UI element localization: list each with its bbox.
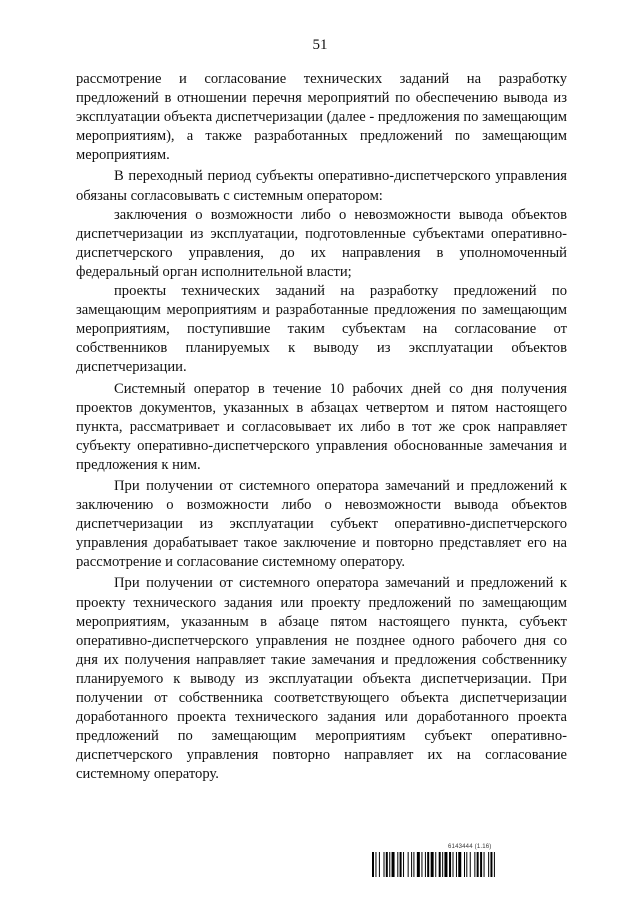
- barcode-bar: [456, 852, 457, 877]
- barcode-bar: [392, 852, 395, 877]
- barcode-bar: [425, 852, 426, 877]
- barcode-bar: [470, 852, 471, 877]
- barcode-bar: [389, 852, 390, 877]
- paragraph: Системный оператор в течение 10 рабочих дней со дня получения проектов документов, указанных в абзацах четвертом и пятом настоящего пункта, рассматривает и согласовывает их либо в тот же срок направляет субъекту оперативно-диспетчерского управления обоснованные замечания и предложения к ним.: [76, 380, 567, 473]
- barcode-bar: [477, 852, 479, 877]
- barcode-bar: [453, 852, 454, 877]
- barcode-bar: [386, 852, 388, 877]
- barcode-bar: [449, 852, 451, 877]
- barcode-bar: [379, 852, 380, 877]
- barcode-bar: [421, 852, 422, 877]
- barcode-bar: [403, 852, 404, 877]
- paragraph: При получении от системного оператора замечаний и предложений к заключению о возможности либо о невозможности вывода объектов диспетчеризации из эксплуатации субъект оперативно-диспетчерского управления дорабатывает такое заключение и повторно представляет его на рассмотрение и согласование системному оператору.: [76, 477, 567, 571]
- barcode-bar: [466, 852, 467, 877]
- barcode-bar: [435, 852, 436, 877]
- paragraph: проекты технических заданий на разработку предложений по замещающим мероприятиям и разработанные предложения по замещающим мероприятиям, поступившие таким субъектам на согласование от собственников планируемых к выводу из эксплуатации объектов диспетчеризации.: [76, 283, 567, 376]
- barcode-bar: [417, 852, 420, 877]
- paragraph: В переходный период субъекты оперативно-диспетчерского управления обязаны согласовывать с системным оператором:: [76, 168, 567, 204]
- barcode-bar: [464, 852, 465, 877]
- barcode-bar: [444, 852, 447, 877]
- barcode-label: 6143444 (1.16): [448, 844, 492, 850]
- barcode-bar: [408, 852, 409, 877]
- barcode-bar: [442, 852, 443, 877]
- barcode-bar: [375, 852, 376, 877]
- barcode-bar: [439, 852, 441, 877]
- barcode-bar: [458, 852, 461, 877]
- barcode-bar: [384, 852, 385, 877]
- body-text: [76, 70, 567, 784]
- barcode-bar: [484, 852, 485, 877]
- barcode-bar: [480, 852, 482, 877]
- barcode-bar: [488, 852, 489, 877]
- barcode-bar: [427, 852, 429, 877]
- paragraph: При получении от системного оператора замечаний и предложений к проекту технического задания или проекту предложений по замещающим мероприятиям, указанным в абзаце пятом настоящего пункта, субъект оперативно-диспетчерского управления не позднее одного рабочего дня со дня их получения направляет такие замечания и предложения собственнику планируемого к выводу из эксплуатации объекта диспетчеризации. При получении от собственника соответствующего объекта диспетчеризации доработанного проекта технического задания или доработанного проекта предложений по замещающим мероприятиям субъект оперативно-диспетчерского управления повторно направляет их на согласование системному оператору.: [76, 575, 567, 783]
- barcode-bar: [494, 852, 495, 877]
- barcode-bar: [474, 852, 475, 877]
- barcode: [372, 852, 578, 877]
- barcode-bar: [372, 852, 374, 877]
- barcode-bar: [397, 852, 398, 877]
- barcode-bar: [431, 852, 434, 877]
- barcode-bar: [413, 852, 414, 877]
- page-number: 51: [312, 37, 328, 53]
- barcode-bar: [490, 852, 492, 877]
- barcode-block: [372, 843, 578, 881]
- paragraph-continuation: рассмотрение и согласование технических заданий на разработку предложений в отношении перечня мероприятий по обеспечению вывода из эксплуатации объекта диспетчеризации (далее - предложения по замещающим мероприятиям), а также разработанных предложений по замещающим мероприятиям.: [76, 71, 567, 164]
- barcode-bar: [400, 852, 402, 877]
- paragraph: заключения о возможности либо о невозможности вывода объектов диспетчеризации из эксплуатации, подготовленные субъектами оперативно-диспетчерского управления, до их направления в уполномоченный федеральный орган исполнительной власти;: [76, 206, 567, 280]
- barcode-bar: [411, 852, 412, 877]
